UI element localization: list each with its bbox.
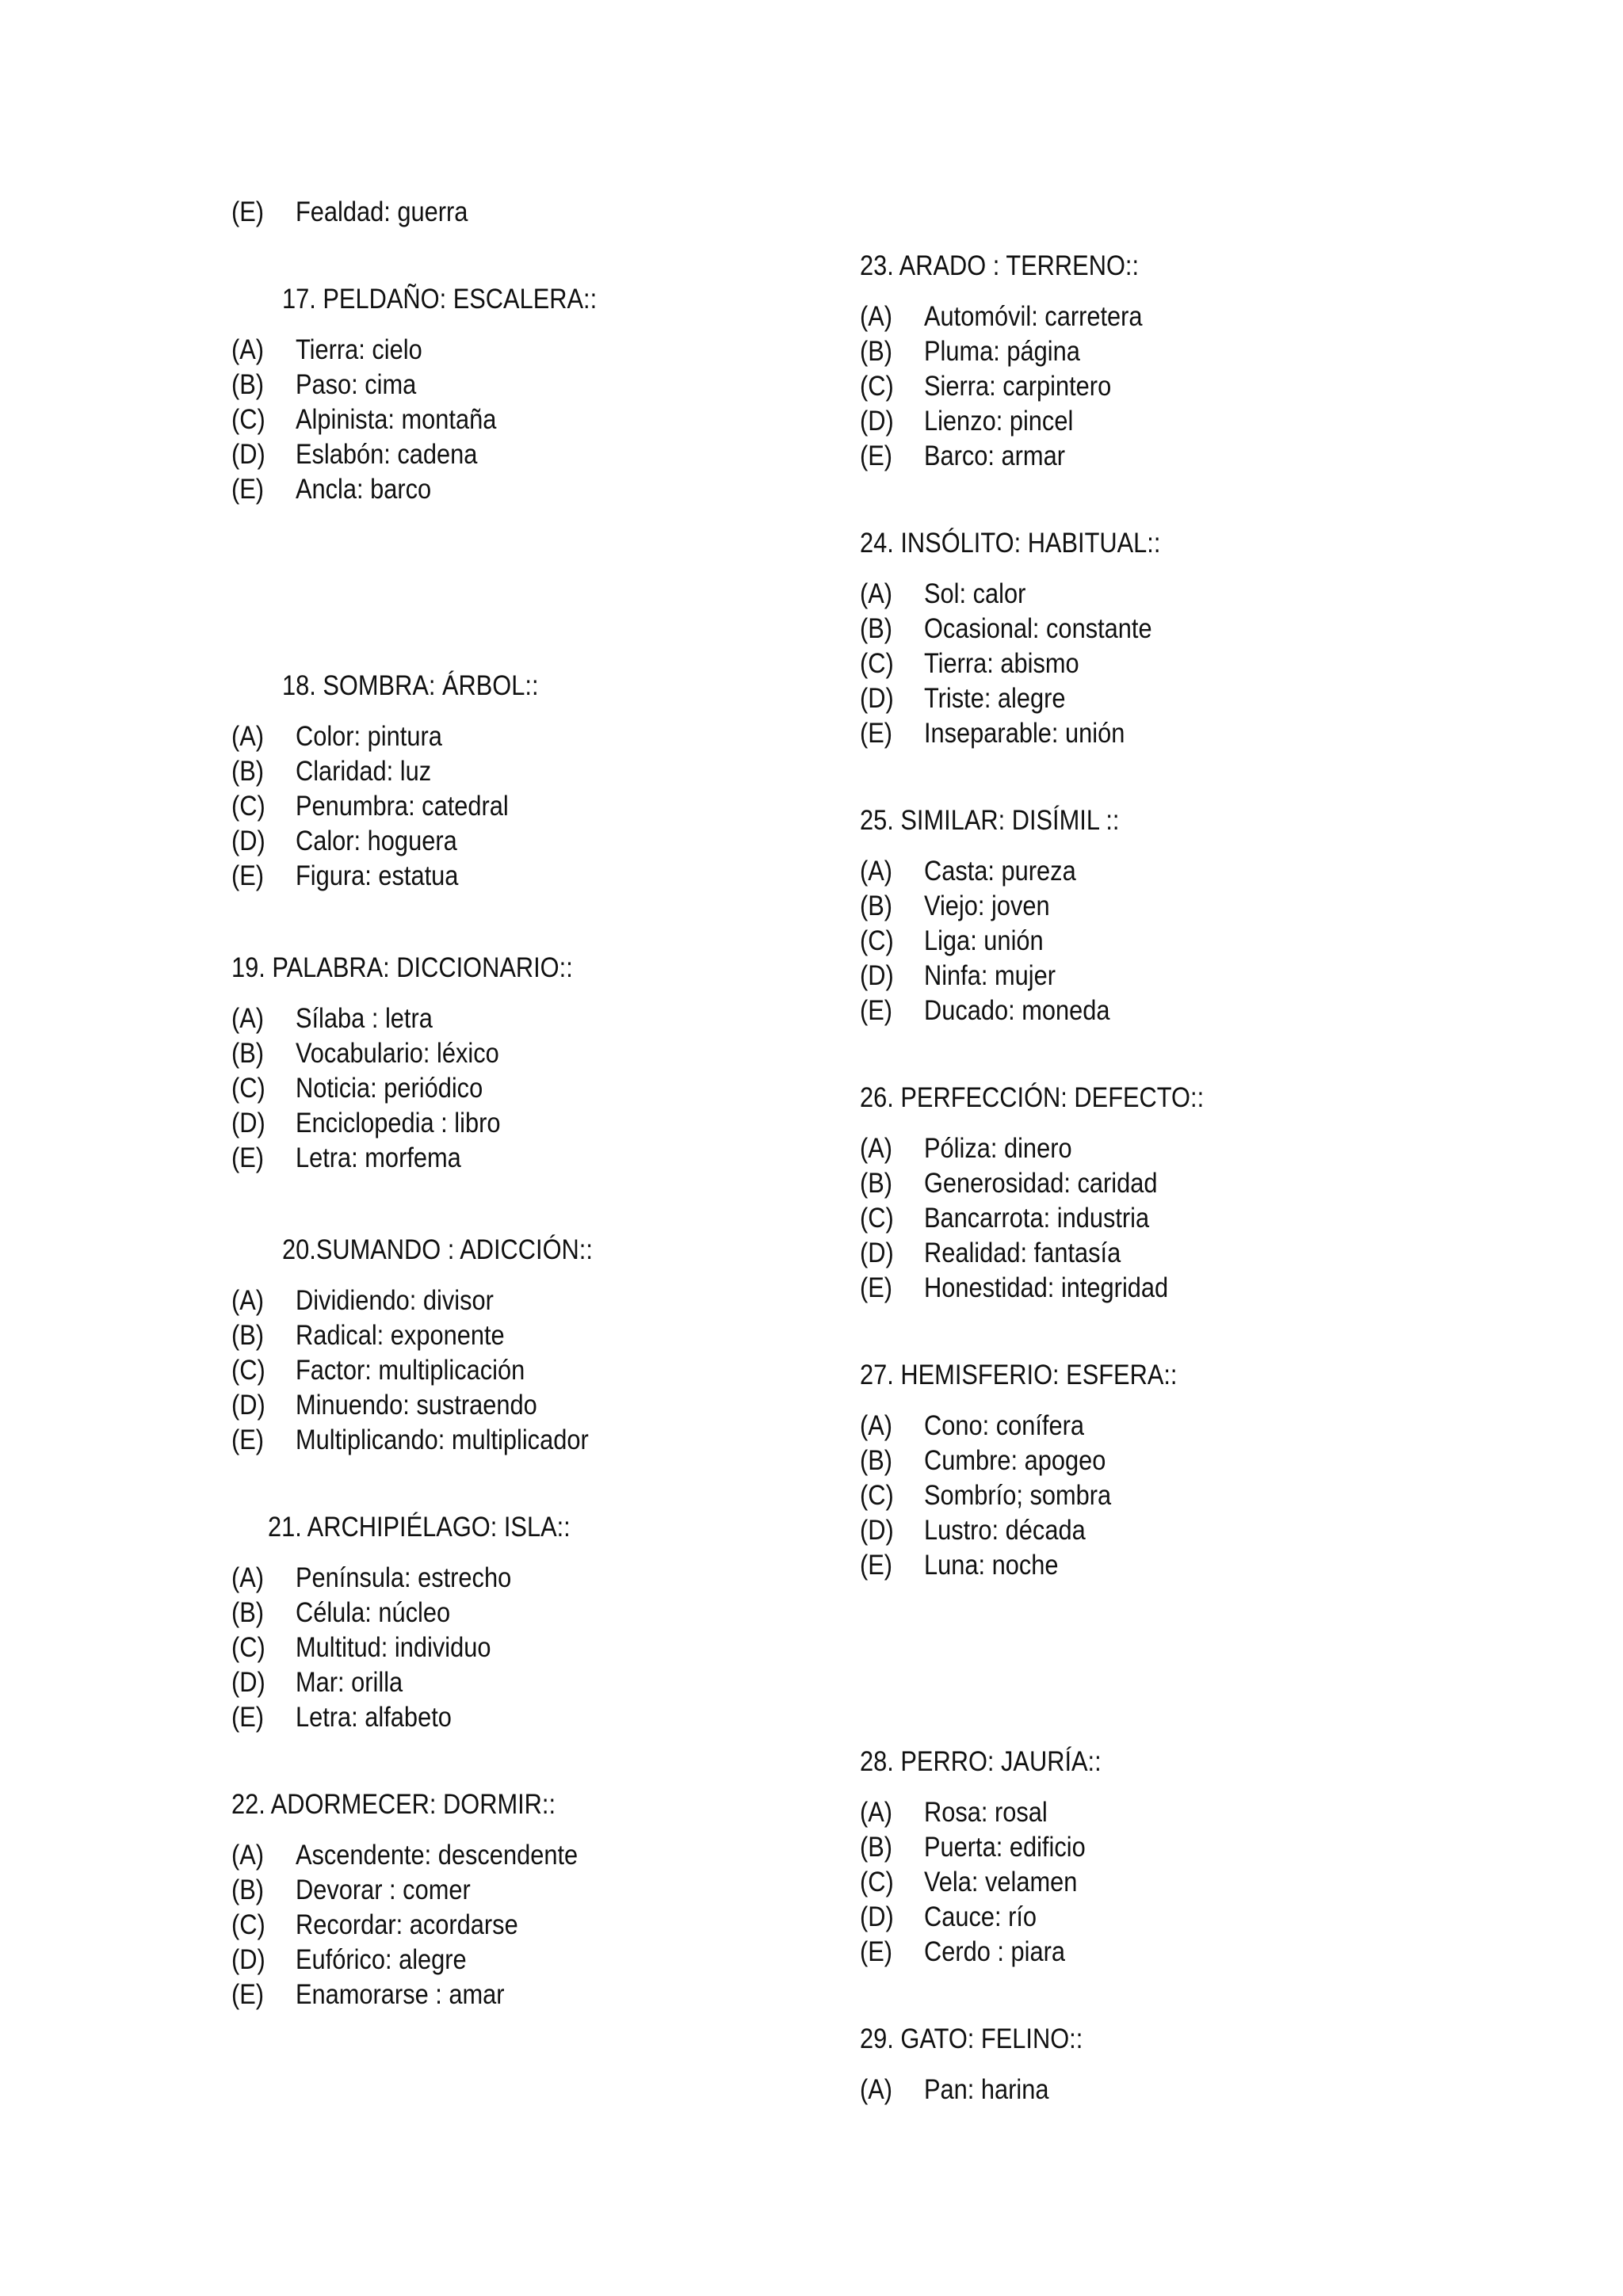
option-text: Realidad: fantasía [923, 1238, 1121, 1268]
option-text: Tierra: cielo [295, 334, 422, 365]
option-letter: (D) [860, 683, 894, 714]
option-row [231, 789, 509, 824]
option-text: Triste: alegre [923, 683, 1066, 714]
option-row [231, 1943, 467, 1978]
option-row [860, 577, 1025, 612]
option-text: Factor: multiplicación [295, 1355, 525, 1386]
option-letter: (C) [231, 1632, 265, 1663]
option-row [231, 1596, 450, 1630]
option-row [860, 439, 1065, 474]
option-row [860, 924, 1044, 959]
option-letter: (B) [231, 1875, 265, 1905]
question-title: 17. PELDAÑO: ESCALERA:: [282, 284, 598, 315]
option-letter: (A) [231, 1285, 265, 1316]
option-letter: (B) [231, 1320, 265, 1351]
option-row [231, 1561, 511, 1596]
option-letter: (A) [860, 1797, 893, 1828]
option-letter: (E) [860, 1272, 893, 1303]
option-row [231, 1141, 461, 1176]
option-text: Letra: morfema [295, 1142, 461, 1173]
question-title: 18. SOMBRA: ÁRBOL:: [282, 670, 539, 701]
option-letter: (B) [860, 891, 893, 921]
option-letter: (B) [231, 369, 265, 400]
option-letter: (E) [231, 196, 265, 227]
option-row [231, 1071, 483, 1106]
option-text: Mar: orilla [295, 1667, 403, 1698]
option-row [231, 1423, 589, 1458]
option-text: Ancla: barco [295, 474, 432, 505]
option-text: Cerdo : piara [923, 1936, 1066, 1967]
option-row [231, 1873, 471, 1908]
option-letter: (C) [860, 1480, 894, 1511]
option-text: Radical: exponente [295, 1320, 505, 1351]
option-row [860, 1935, 1065, 1970]
option-text: Penumbra: catedral [295, 791, 509, 822]
option-row [231, 1353, 525, 1388]
option-text: Paso: cima [295, 369, 417, 400]
option-letter: (D) [860, 960, 894, 991]
option-letter: (A) [860, 578, 893, 609]
option-text: Rosa: rosal [923, 1797, 1048, 1828]
option-row [231, 1001, 433, 1036]
option-row [860, 1444, 1106, 1478]
option-text: Viejo: joven [923, 891, 1050, 921]
option-letter: (C) [231, 1909, 265, 1940]
question-title: 22. ADORMECER: DORMIR:: [231, 1789, 556, 1820]
option-text: Calor: hoguera [295, 826, 457, 856]
option-letter: (D) [231, 1667, 265, 1698]
option-text: Eslabón: cadena [295, 439, 478, 470]
option-letter: (A) [860, 856, 893, 887]
option-row [231, 1665, 403, 1700]
option-letter: (A) [860, 2074, 893, 2105]
option-text: Inseparable: unión [923, 718, 1125, 749]
option-letter: (B) [231, 1597, 265, 1628]
option-letter: (C) [860, 925, 894, 956]
option-letter: (E) [860, 718, 893, 749]
option-text: Vocabulario: léxico [295, 1038, 499, 1069]
option-row [231, 1838, 578, 1873]
option-text: Puerta: edificio [923, 1832, 1086, 1863]
option-letter: (B) [860, 1445, 893, 1476]
option-text: Recordar: acordarse [295, 1909, 518, 1940]
option-text: Ninfa: mujer [923, 960, 1056, 991]
option-row [231, 1978, 505, 2012]
option-text: Enciclopedia : libro [295, 1108, 501, 1138]
option-letter: (E) [231, 1702, 265, 1733]
option-row [231, 402, 496, 437]
option-row [860, 1900, 1037, 1935]
option-row [231, 1036, 499, 1071]
option-row [860, 1166, 1157, 1201]
option-row [860, 1830, 1086, 1865]
option-row [860, 1795, 1048, 1830]
option-text: Multiplicando: multiplicador [295, 1425, 589, 1455]
question-title: 27. HEMISFERIO: ESFERA:: [860, 1360, 1178, 1390]
option-text: Península: estrecho [295, 1562, 512, 1593]
option-text: Claridad: luz [295, 756, 432, 787]
option-text: Liga: unión [923, 925, 1044, 956]
option-row [860, 681, 1066, 716]
option-letter: (E) [860, 1936, 893, 1967]
option-row [231, 719, 442, 754]
option-row [231, 1388, 537, 1423]
option-letter: (E) [860, 995, 893, 1026]
option-text: Lienzo: pincel [923, 406, 1074, 437]
option-row [860, 1513, 1086, 1548]
option-text: Sierra: carpintero [923, 371, 1112, 402]
option-row [231, 472, 431, 507]
question-title: 19. PALABRA: DICCIONARIO:: [231, 952, 573, 983]
option-letter: (D) [860, 1901, 894, 1932]
option-row [860, 369, 1111, 404]
option-letter: (E) [231, 860, 265, 891]
option-letter: (A) [860, 301, 893, 332]
option-row [231, 1283, 494, 1318]
option-text: Devorar : comer [295, 1875, 471, 1905]
option-text: Póliza: dinero [923, 1133, 1072, 1164]
option-letter: (B) [860, 613, 893, 644]
option-text: Figura: estatua [295, 860, 459, 891]
option-letter: (A) [231, 334, 265, 365]
option-letter: (E) [231, 1979, 265, 2010]
option-text: Casta: pureza [923, 856, 1076, 887]
question-title: 25. SIMILAR: DISÍMIL :: [860, 805, 1120, 836]
option-text: Enamorarse : amar [295, 1979, 505, 2010]
question-title: 21. ARCHIPIÉLAGO: ISLA:: [268, 1512, 571, 1543]
option-row [231, 1630, 491, 1665]
option-row [860, 646, 1079, 681]
option-row [231, 859, 458, 894]
option-text: Noticia: periódico [295, 1073, 483, 1104]
option-letter: (B) [231, 1038, 265, 1069]
option-letter: (A) [231, 1562, 265, 1593]
option-row [860, 1548, 1059, 1583]
question-title: 26. PERFECCIÓN: DEFECTO:: [860, 1082, 1205, 1113]
option-letter: (B) [860, 1168, 893, 1199]
option-letter: (C) [231, 1355, 265, 1386]
option-row [860, 404, 1073, 439]
option-text: Sílaba : letra [295, 1003, 433, 1034]
option-letter: (A) [860, 1133, 893, 1164]
option-text: Bancarrota: industria [923, 1203, 1150, 1234]
option-row [860, 854, 1076, 889]
option-letter: (D) [860, 406, 894, 437]
option-row [860, 1131, 1072, 1166]
option-row [231, 1908, 518, 1943]
option-letter: (C) [860, 371, 894, 402]
question-title: 20.SUMANDO : ADICCIÓN:: [282, 1234, 593, 1265]
option-letter: (A) [860, 1410, 893, 1441]
option-text: Generosidad: caridad [923, 1168, 1158, 1199]
option-letter: (D) [231, 826, 265, 856]
option-letter: (B) [231, 756, 265, 787]
option-text: Ocasional: constante [923, 613, 1152, 644]
option-letter: (C) [231, 404, 265, 435]
option-row [231, 1700, 452, 1735]
option-text: Cauce: río [923, 1901, 1037, 1932]
option-text: Honestidad: integridad [923, 1272, 1169, 1303]
option-letter: (D) [231, 1390, 265, 1421]
option-text: Vela: velamen [923, 1867, 1078, 1897]
option-text: Sol: calor [923, 578, 1026, 609]
option-letter: (A) [231, 1003, 265, 1034]
option-row [860, 1865, 1077, 1900]
option-text: Lustro: década [923, 1515, 1086, 1546]
option-text: Ducado: moneda [923, 995, 1110, 1026]
option-row [860, 299, 1143, 334]
option-letter: (C) [231, 791, 265, 822]
option-row [860, 1201, 1149, 1236]
option-text: Pan: harina [923, 2074, 1049, 2105]
option-row [860, 1478, 1111, 1513]
option-letter: (C) [860, 1203, 894, 1234]
option-text: Tierra: abismo [923, 648, 1079, 679]
option-letter: (C) [231, 1073, 265, 1104]
option-letter: (E) [231, 1425, 265, 1455]
option-letter: (D) [860, 1238, 894, 1268]
option-letter: (A) [231, 721, 265, 752]
option-letter: (E) [231, 474, 265, 505]
option-row [231, 437, 477, 472]
option-row [231, 754, 431, 789]
option-row [860, 1236, 1121, 1271]
question-title: 29. GATO: FELINO:: [860, 2023, 1083, 2054]
option-text: Luna: noche [923, 1550, 1059, 1581]
option-text: Automóvil: carretera [923, 301, 1143, 332]
question-title: 23. ARADO : TERRENO:: [860, 250, 1140, 281]
option-letter: (E) [231, 1142, 265, 1173]
option-row [231, 195, 468, 230]
option-row [860, 959, 1056, 994]
option-row [231, 824, 457, 859]
option-letter: (D) [860, 1515, 894, 1546]
option-row [231, 333, 422, 368]
option-letter: (A) [231, 1840, 265, 1871]
option-row [231, 1106, 500, 1141]
option-row [860, 994, 1110, 1028]
option-letter: (D) [231, 1108, 265, 1138]
option-text: Minuendo: sustraendo [295, 1390, 537, 1421]
option-text: Célula: núcleo [295, 1597, 451, 1628]
option-letter: (C) [860, 1867, 894, 1897]
option-row [860, 612, 1152, 646]
option-letter: (D) [231, 439, 265, 470]
option-row [860, 889, 1050, 924]
option-row [860, 334, 1080, 369]
option-text: Cono: conífera [923, 1410, 1085, 1441]
option-text: Sombrío; sombra [923, 1480, 1112, 1511]
option-text: Dividiendo: divisor [295, 1285, 494, 1316]
option-text: Fealdad: guerra [295, 196, 468, 227]
question-title: 24. INSÓLITO: HABITUAL:: [860, 528, 1161, 559]
option-row [231, 368, 416, 402]
option-letter: (B) [860, 336, 893, 367]
option-letter: (E) [860, 441, 893, 471]
option-row [231, 1318, 505, 1353]
option-text: Barco: armar [923, 441, 1065, 471]
option-letter: (D) [231, 1944, 265, 1975]
option-text: Letra: alfabeto [295, 1702, 452, 1733]
option-text: Multitud: individuo [295, 1632, 491, 1663]
option-text: Ascendente: descendente [295, 1840, 579, 1871]
option-letter: (E) [860, 1550, 893, 1581]
option-row [860, 1409, 1084, 1444]
option-row [860, 716, 1125, 751]
option-row [860, 1271, 1168, 1306]
option-letter: (B) [860, 1832, 893, 1863]
option-text: Cumbre: apogeo [923, 1445, 1106, 1476]
option-text: Color: pintura [295, 721, 442, 752]
option-text: Eufórico: alegre [295, 1944, 467, 1975]
question-title: 28. PERRO: JAURÍA:: [860, 1746, 1102, 1777]
option-text: Alpinista: montaña [295, 404, 497, 435]
option-text: Pluma: página [923, 336, 1080, 367]
option-row [860, 2073, 1049, 2107]
option-letter: (C) [860, 648, 894, 679]
